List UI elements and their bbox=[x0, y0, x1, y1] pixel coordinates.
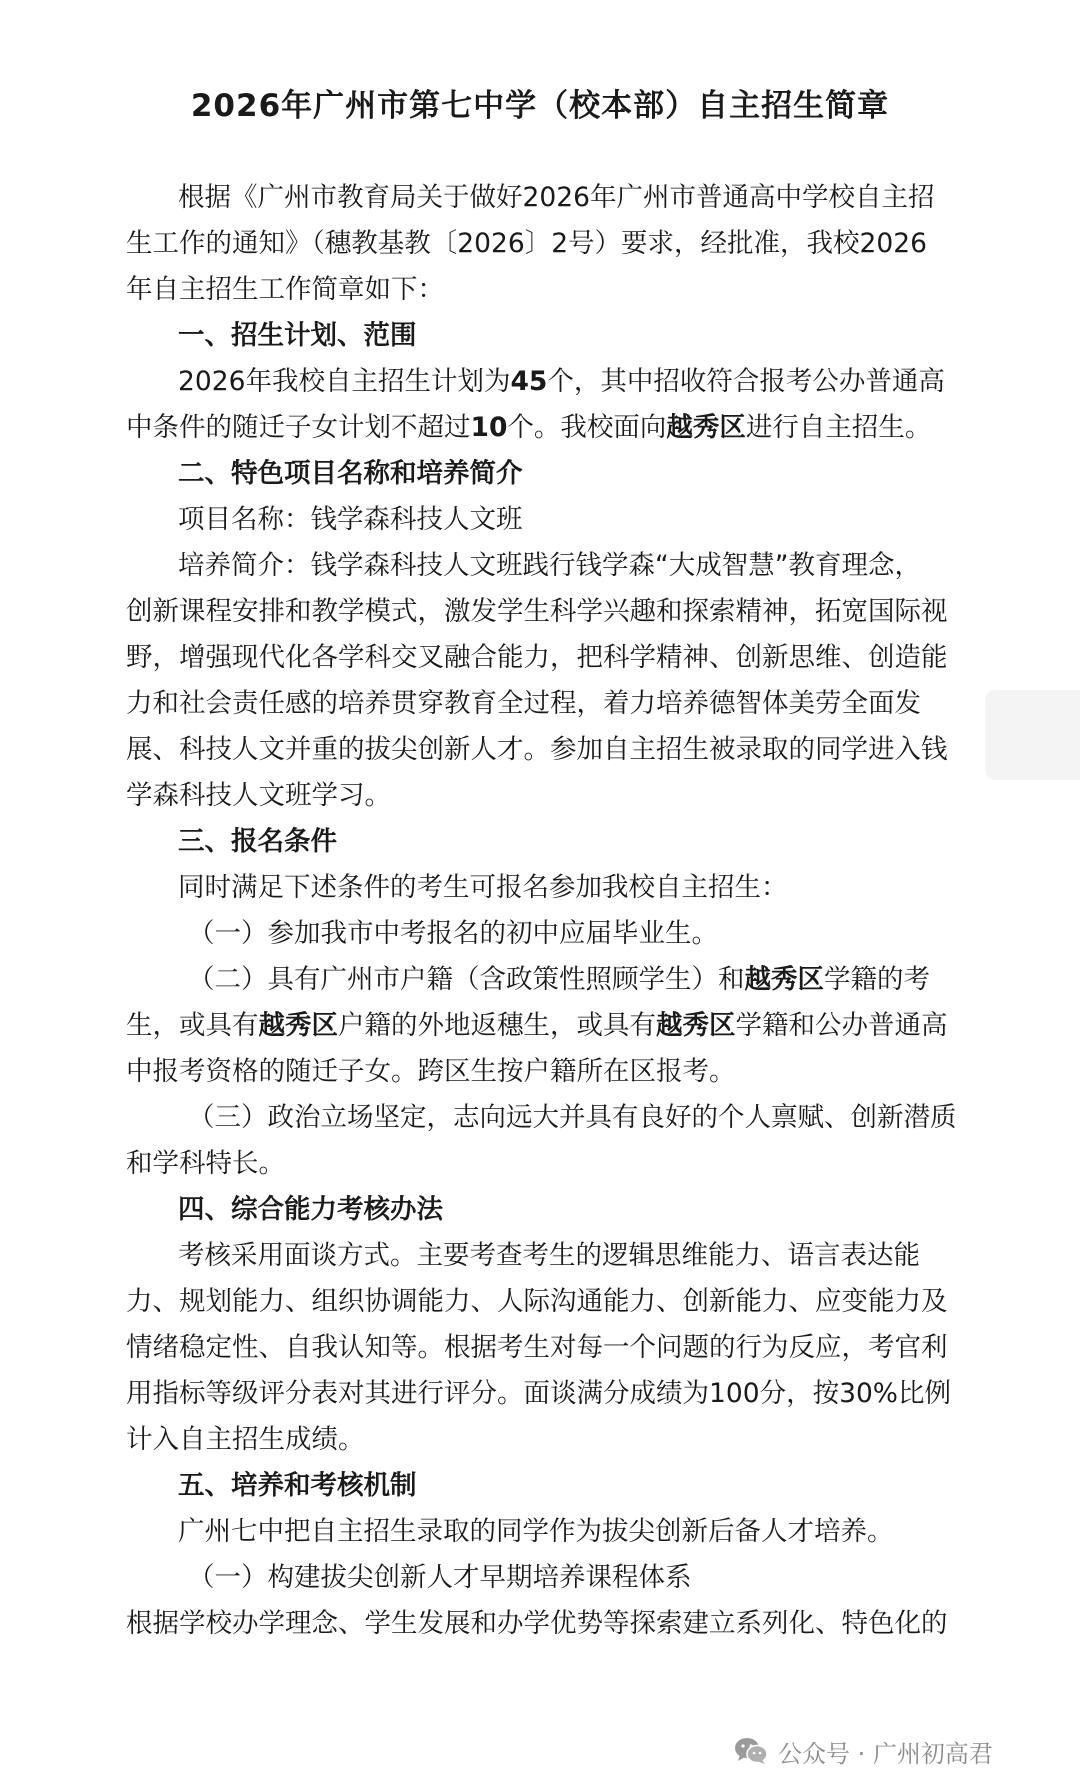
wechat-watermark bbox=[734, 1734, 993, 1768]
paragraph-line: 中条件的随迁子女计划不超过10个。我校面向越秀区进行自主招生。 bbox=[126, 412, 932, 443]
paragraph-line: 用指标等级评分表对其进行评分。面谈满分成绩为100分，按30%比例 bbox=[126, 1378, 951, 1409]
paragraph-line: 培养简介：钱学森科技人文班践行钱学森“大成智慧”教育理念， bbox=[178, 550, 921, 581]
intro-line: 年自主招生工作简章如下： bbox=[126, 274, 444, 305]
project-name-line: 项目名称：钱学森科技人文班 bbox=[178, 504, 523, 535]
paragraph-line: 广州七中把自主招生录取的同学作为拔尖创新后备人才培养。 bbox=[178, 1516, 894, 1547]
condition-item: 和学科特长。 bbox=[126, 1148, 285, 1179]
intro-line: 生工作的通知》（穗教基教〔2026〕2号）要求，经批准，我校2026 bbox=[126, 228, 927, 259]
paragraph-line: 情绪稳定性、自我认知等。根据考生对每一个问题的行为反应，考官利 bbox=[126, 1332, 948, 1363]
condition-item: （二）具有广州市户籍（含政策性照顾学生）和越秀区学籍的考 bbox=[188, 964, 930, 995]
page-edge-shading bbox=[985, 690, 1080, 780]
wechat-icon bbox=[734, 1736, 768, 1766]
paragraph-line: 力、规划能力、组织协调能力、人际沟通能力、创新能力、应变能力及 bbox=[126, 1286, 948, 1317]
subsection-heading: （一）构建拔尖创新人才早期培养课程体系 bbox=[188, 1562, 692, 1593]
condition-item: 生，或具有越秀区户籍的外地返穗生，或具有越秀区学籍和公办普通高 bbox=[126, 1010, 948, 1041]
condition-item: （三）政治立场坚定，志向远大并具有良好的个人禀赋、创新潜质 bbox=[188, 1102, 957, 1133]
section-heading: 二、特色项目名称和培养简介 bbox=[178, 458, 523, 489]
watermark-text: 公众号 · 广州初高君 bbox=[778, 1739, 993, 1768]
section-heading: 五、培养和考核机制 bbox=[178, 1470, 417, 1501]
paragraph-line: 力和社会责任感的培养贯穿教育全过程，着力培养德智体美劳全面发 bbox=[126, 688, 921, 719]
paragraph-line: 根据学校办学理念、学生发展和办学优势等探索建立系列化、特色化的 bbox=[126, 1608, 948, 1639]
condition-item: 中报考资格的随迁子女。跨区生按户籍所在区报考。 bbox=[126, 1056, 736, 1087]
section-heading: 四、综合能力考核办法 bbox=[178, 1194, 443, 1225]
condition-item: （一）参加我市中考报名的初中应届毕业生。 bbox=[188, 918, 718, 949]
paragraph-line: 创新课程安排和教学模式，激发学生科学兴趣和探索精神，拓宽国际视 bbox=[126, 596, 948, 627]
paragraph-line: 学森科技人文班学习。 bbox=[126, 780, 391, 811]
paragraph-line: 同时满足下述条件的考生可报名参加我校自主招生： bbox=[178, 872, 788, 903]
paragraph-line: 计入自主招生成绩。 bbox=[126, 1424, 365, 1455]
paragraph-line: 考核采用面谈方式。主要考查考生的逻辑思维能力、语言表达能 bbox=[178, 1240, 920, 1271]
paragraph-line: 2026年我校自主招生计划为45个，其中招收符合报考公办普通高 bbox=[178, 366, 945, 397]
paragraph-line: 野，增强现代化各学科交叉融合能力，把科学精神、创新思维、创造能 bbox=[126, 642, 948, 673]
section-heading: 一、招生计划、范围 bbox=[178, 320, 417, 351]
intro-line: 根据《广州市教育局关于做好2026年广州市普通高中学校自主招 bbox=[178, 182, 935, 213]
section-heading: 三、报名条件 bbox=[178, 826, 337, 857]
paragraph-line: 展、科技人文并重的拔尖创新人才。参加自主招生被录取的同学进入钱 bbox=[126, 734, 948, 765]
document-title: 2026年广州市第七中学（校本部）自主招生简章 bbox=[190, 88, 890, 124]
